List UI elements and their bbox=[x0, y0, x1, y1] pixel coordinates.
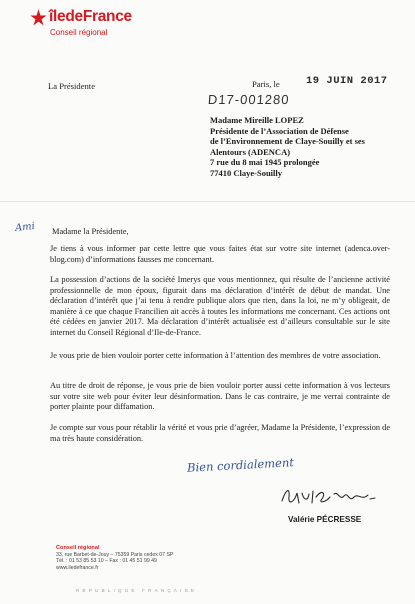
signature-image bbox=[278, 485, 378, 509]
recipient-line: 7 rue du 8 mai 1945 prolongée bbox=[210, 157, 320, 167]
fold-line bbox=[0, 201, 415, 202]
recipient-line: 77410 Claye-Souilly bbox=[210, 167, 283, 178]
body-paragraph: Je vous prie de bien vouloir porter cette information à l’attention des membres de votre association. bbox=[50, 351, 381, 360]
region-star-logo-icon bbox=[30, 9, 47, 26]
body-paragraph: Je compte sur vous pour rétablir la vérité et vous prie d’agréer, Madame la Présidente, l’expression de ma très haute considération. bbox=[50, 423, 390, 443]
handwritten-margin-note: Ami bbox=[14, 220, 36, 235]
handwritten-reference: D17-001280 bbox=[207, 92, 291, 107]
republique-francaise-mention: RÉPUBLIQUE FRANÇAISE bbox=[76, 588, 198, 593]
footer-title: Conseil régional bbox=[56, 545, 100, 551]
body-paragraph: Je tiens à vous informer par cette lettre que vous faites état sur votre site internet (adenca.over-blog.com) d’informations fausses me concernant. bbox=[50, 244, 390, 264]
footer-website: www.iledefrance.fr bbox=[56, 564, 99, 571]
logo-wordmark: îledeFrance bbox=[49, 8, 132, 25]
footer-phone: Tél. : 01 53 85 53 10 – Fax : 01 45 51 99 49 bbox=[56, 558, 157, 565]
recipient-line: Madame Mireille LOPEZ bbox=[210, 115, 304, 125]
footer-address-block bbox=[56, 545, 173, 571]
body-paragraph: La possession d’actions de la société Imerys que vous mentionnez, qui résulte de l’ancienne activité professionnelle de mon époux, figurait dans ma déclaration d’intérêt de début de mandat. Une déclaration d’intérêt que j’ai tenu à rendre publique alors que rien, dans la loi, ne m’y obligeait, de manière à ce que chaque Francilien ait accès à toutes les informations me concernant. Ces actions ont été cédées en janvier 2017. Ma déclaration d’intérêt actualisée est d’ailleurs consultable sur le site internet du Conseil Régional d’Ile-de-France. bbox=[50, 275, 390, 337]
recipient-line: Présidente de l’Association de Défense bbox=[210, 125, 349, 136]
logo-subtitle: Conseil régional bbox=[50, 28, 108, 37]
recipient-line: Alentours (ADENCA) bbox=[210, 146, 291, 157]
body-paragraph: Au titre de droit de réponse, je vous prie de bien vouloir porter aussi cette information à vos lecteurs sur votre site web pour éviter leur désinformation. Dans le cas contraire, je me verrai contrainte de porter plainte pour diffamation. bbox=[50, 381, 390, 411]
recipient-address bbox=[210, 115, 365, 178]
salutation: Madame la Présidente, bbox=[52, 227, 129, 236]
date-stamp: 19 JUIN 2017 bbox=[306, 75, 388, 87]
handwritten-closing: Bien cordialement bbox=[186, 455, 295, 475]
recipient-line: de l’Environnement de Claye-Souilly et ses bbox=[210, 136, 365, 146]
signatory-name: Valérie PÉCRESSE bbox=[288, 515, 362, 524]
sender-title: La Présidente bbox=[48, 81, 96, 91]
letter-place: Paris, le bbox=[252, 79, 280, 89]
footer-address: 33, rue Barbet-de-Jouy – 75359 Paris cedex 07 SP bbox=[56, 551, 174, 558]
